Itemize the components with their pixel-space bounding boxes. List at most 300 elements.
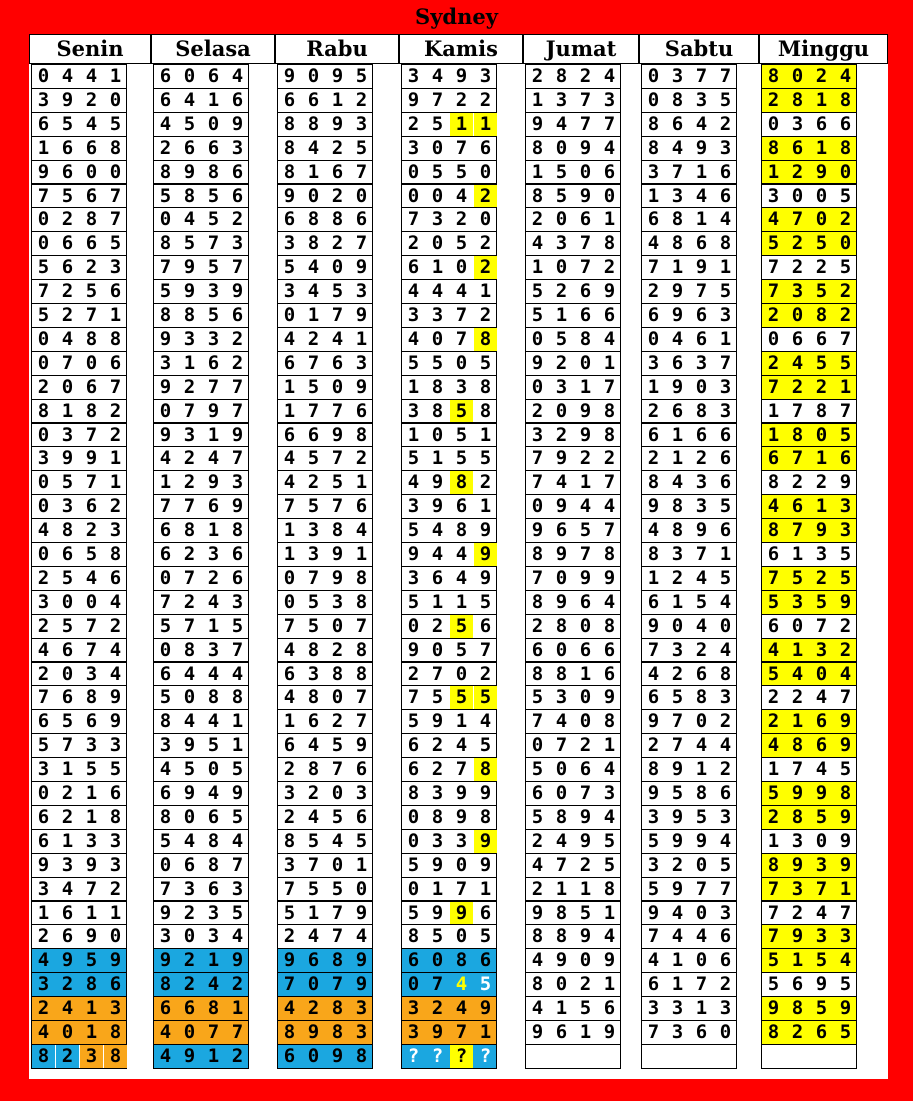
result-digit: 0: [555, 758, 568, 781]
result-digit: 8: [531, 136, 544, 159]
result-cell: [641, 351, 737, 376]
result-digit: 1: [767, 758, 780, 781]
result-cell: [277, 160, 373, 185]
result-digit: 6: [109, 566, 122, 589]
result-digit: 1: [479, 495, 492, 518]
result-digit: 9: [183, 782, 196, 804]
result-cell: [761, 399, 857, 424]
result-digit: 3: [231, 136, 244, 159]
result-digit: 7: [579, 232, 592, 255]
result-cell: [277, 614, 373, 639]
result-digit: 6: [671, 399, 684, 422]
result-cell: [641, 303, 737, 328]
result-cell: [31, 279, 127, 304]
result-digit: 8: [671, 88, 684, 111]
result-digit: 5: [407, 710, 420, 733]
result-cell: [761, 948, 857, 973]
result-digit: 2: [671, 566, 684, 589]
result-digit: 0: [307, 1044, 320, 1067]
result-cell: [153, 1044, 249, 1069]
result-digit: 2: [555, 423, 568, 446]
result-digit: 7: [603, 375, 616, 398]
result-digit: 3: [815, 853, 828, 876]
result-digit: 6: [791, 495, 804, 518]
result-cell: [761, 614, 857, 639]
result-cell: [641, 805, 737, 830]
result-cell: [153, 375, 249, 400]
result-cell: [525, 255, 621, 280]
result-digit: 5: [207, 734, 220, 757]
result-digit: 6: [719, 782, 732, 804]
result-digit: 3: [231, 232, 244, 255]
result-digit: 6: [647, 686, 660, 709]
result-cell: [401, 805, 497, 830]
result-digit: 0: [183, 925, 196, 948]
result-digit: 2: [455, 208, 468, 231]
result-digit: 2: [85, 88, 98, 111]
result-cell: [31, 805, 127, 830]
result-digit: 8: [355, 638, 368, 661]
result-digit: 0: [407, 877, 420, 900]
result-digit: 8: [207, 829, 220, 852]
result-digit: 5: [183, 758, 196, 781]
result-digit: 9: [431, 710, 444, 733]
result-digit: 4: [283, 447, 296, 470]
result-digit: 1: [109, 304, 122, 326]
result-digit: 6: [159, 782, 172, 804]
result-cell: [277, 781, 373, 806]
result-digit: 8: [159, 710, 172, 733]
result-cell: [31, 542, 127, 567]
result-cell: [761, 303, 857, 328]
result-digit: 0: [579, 160, 592, 183]
result-digit: 0: [407, 184, 420, 207]
result-digit: 8: [159, 304, 172, 326]
result-cell: [31, 1044, 127, 1069]
result-digit: 4: [231, 829, 244, 852]
result-digit: 8: [647, 543, 660, 565]
result-digit: 8: [231, 686, 244, 709]
result-digit: 3: [331, 590, 344, 613]
result-digit: 0: [455, 925, 468, 948]
result-digit: 0: [183, 1021, 196, 1043]
result-digit: 3: [183, 327, 196, 350]
result-digit: 1: [355, 327, 368, 350]
result-digit: 1: [671, 423, 684, 446]
result-digit: 4: [455, 973, 468, 996]
result-digit: 8: [479, 399, 492, 422]
result-digit: 2: [531, 614, 544, 637]
result-digit: 5: [767, 232, 780, 255]
result-digit: 1: [85, 1021, 98, 1043]
result-digit: 2: [579, 853, 592, 876]
result-digit: 5: [767, 949, 780, 972]
result-digit: 6: [355, 399, 368, 422]
result-cell: [641, 160, 737, 185]
result-cell: [401, 136, 497, 161]
result-digit: 7: [231, 447, 244, 470]
result-cell: [153, 255, 249, 280]
result-digit: 9: [183, 256, 196, 279]
result-digit: 5: [695, 805, 708, 828]
result-digit: 1: [109, 447, 122, 470]
result-cell: [153, 972, 249, 997]
result-cell: [153, 805, 249, 830]
result-digit: 9: [531, 351, 544, 374]
result-digit: 0: [85, 160, 98, 183]
result-digit: 5: [307, 495, 320, 518]
result-cell: [641, 470, 737, 495]
result-cell: [761, 255, 857, 280]
result-digit: 0: [283, 304, 296, 326]
result-digit: 8: [207, 686, 220, 709]
result-cell: [761, 542, 857, 567]
result-cell: [153, 781, 249, 806]
result-digit: 5: [283, 256, 296, 279]
result-digit: 4: [719, 590, 732, 613]
result-digit: 2: [839, 208, 852, 231]
result-digit: 0: [579, 686, 592, 709]
result-digit: 3: [207, 543, 220, 565]
result-digit: 9: [647, 614, 660, 637]
result-digit: 1: [85, 805, 98, 828]
result-cell: [761, 494, 857, 519]
result-cell: [153, 590, 249, 615]
result-digit: 9: [455, 65, 468, 87]
result-digit: 8: [603, 710, 616, 733]
result-digit: 6: [579, 590, 592, 613]
result-digit: 5: [61, 184, 74, 207]
result-digit: 4: [671, 901, 684, 924]
result-cell: [525, 184, 621, 209]
result-cell: [761, 327, 857, 352]
result-digit: 5: [531, 686, 544, 709]
result-digit: 6: [479, 614, 492, 637]
result-cell: [525, 64, 621, 89]
result-digit: 3: [355, 280, 368, 303]
result-digit: 1: [791, 949, 804, 972]
result-digit: 1: [159, 471, 172, 494]
result-cell: [525, 948, 621, 973]
result-digit: 0: [307, 184, 320, 207]
result-cell: [31, 662, 127, 687]
result-digit: 0: [579, 351, 592, 374]
result-digit: 9: [671, 805, 684, 828]
result-digit: 2: [37, 566, 50, 589]
result-digit: 2: [579, 447, 592, 470]
result-digit: 6: [695, 662, 708, 685]
result-digit: 9: [579, 829, 592, 852]
result-cell: [277, 446, 373, 471]
result-digit: 0: [455, 256, 468, 279]
result-digit: 6: [719, 471, 732, 494]
result-digit: 3: [61, 495, 74, 518]
result-digit: 5: [207, 304, 220, 326]
result-digit: 9: [207, 399, 220, 422]
result-digit: 1: [37, 901, 50, 924]
result-digit: 4: [37, 1021, 50, 1043]
result-cell: [153, 88, 249, 113]
result-digit: 6: [37, 710, 50, 733]
result-digit: 7: [331, 973, 344, 996]
result-digit: 9: [671, 280, 684, 303]
result-digit: 2: [331, 136, 344, 159]
result-digit: 3: [671, 638, 684, 661]
result-cell: [761, 877, 857, 902]
result-digit: 2: [431, 758, 444, 781]
result-cell: [153, 184, 249, 209]
result-cell: [401, 853, 497, 878]
result-cell: [31, 877, 127, 902]
result-digit: 6: [85, 136, 98, 159]
result-digit: 6: [109, 973, 122, 996]
result-digit: 6: [647, 304, 660, 326]
result-digit: 5: [109, 758, 122, 781]
result-cell: [401, 470, 497, 495]
result-digit: 9: [331, 423, 344, 446]
result-cell: [641, 184, 737, 209]
result-digit: 8: [815, 399, 828, 422]
result-cell: [641, 853, 737, 878]
result-digit: 1: [231, 710, 244, 733]
result-digit: 9: [603, 686, 616, 709]
result-digit: 9: [531, 112, 544, 135]
result-cell: [277, 303, 373, 328]
result-digit: 8: [671, 208, 684, 231]
result-cell: [761, 924, 857, 949]
result-digit: 1: [719, 327, 732, 350]
result-digit: 0: [159, 853, 172, 876]
result-cell: [31, 327, 127, 352]
result-digit: 3: [647, 997, 660, 1020]
result-digit: 4: [183, 829, 196, 852]
result-digit: 6: [331, 351, 344, 374]
result-cell: [277, 375, 373, 400]
result-digit: 4: [671, 136, 684, 159]
result-digit: 0: [283, 590, 296, 613]
result-digit: 2: [695, 638, 708, 661]
result-digit: 8: [531, 543, 544, 565]
result-digit: 4: [109, 638, 122, 661]
result-digit: 7: [579, 543, 592, 565]
result-digit: 5: [431, 925, 444, 948]
result-digit: 9: [183, 280, 196, 303]
result-digit: 9: [671, 758, 684, 781]
result-cell: [277, 494, 373, 519]
result-digit: 9: [109, 686, 122, 709]
result-cell: [401, 829, 497, 854]
result-digit: 0: [183, 686, 196, 709]
result-digit: 1: [61, 399, 74, 422]
result-digit: 8: [431, 375, 444, 398]
result-digit: 5: [455, 160, 468, 183]
result-digit: 9: [431, 1021, 444, 1043]
result-digit: 7: [355, 614, 368, 637]
column-header-kamis: Kamis: [399, 34, 523, 64]
result-digit: 0: [407, 160, 420, 183]
result-digit: 5: [331, 805, 344, 828]
result-digit: 4: [555, 471, 568, 494]
result-cell: [761, 590, 857, 615]
result-digit: 4: [159, 447, 172, 470]
result-cell: [641, 948, 737, 973]
result-cell: [153, 901, 249, 926]
result-cell: [401, 399, 497, 424]
page-title: Sydney: [415, 4, 498, 29]
result-digit: 1: [85, 901, 98, 924]
result-digit: 9: [37, 853, 50, 876]
result-digit: 4: [455, 734, 468, 757]
result-digit: 5: [479, 351, 492, 374]
result-digit: 3: [603, 88, 616, 111]
result-digit: 5: [159, 280, 172, 303]
result-cell: [153, 614, 249, 639]
result-cell: [401, 566, 497, 591]
result-digit: 6: [331, 160, 344, 183]
result-digit: 9: [331, 543, 344, 565]
result-digit: 0: [815, 208, 828, 231]
result-digit: 2: [719, 710, 732, 733]
result-digit: 2: [61, 208, 74, 231]
result-digit: 7: [767, 280, 780, 303]
result-digit: 4: [647, 662, 660, 685]
result-digit: 7: [61, 351, 74, 374]
result-digit: 8: [109, 327, 122, 350]
result-digit: 0: [431, 949, 444, 972]
result-digit: 2: [767, 805, 780, 828]
result-cell: [525, 399, 621, 424]
result-digit: 6: [647, 208, 660, 231]
result-digit: 8: [109, 805, 122, 828]
result-digit: 4: [815, 686, 828, 709]
result-digit: 2: [695, 447, 708, 470]
result-cell: [31, 136, 127, 161]
result-digit: 2: [791, 471, 804, 494]
result-digit: 9: [839, 805, 852, 828]
result-digit: 0: [331, 614, 344, 637]
result-digit: 7: [109, 375, 122, 398]
result-digit: 5: [479, 973, 492, 996]
result-digit: 9: [603, 1021, 616, 1043]
result-cell: [153, 996, 249, 1021]
result-digit: 9: [603, 949, 616, 972]
result-digit: 8: [531, 973, 544, 996]
result-digit: 8: [159, 805, 172, 828]
result-digit: 7: [695, 65, 708, 87]
result-digit: 9: [603, 280, 616, 303]
result-digit: 2: [331, 232, 344, 255]
result-digit: 5: [355, 829, 368, 852]
result-digit: 9: [355, 375, 368, 398]
result-digit: 4: [159, 1021, 172, 1043]
result-digit: 4: [307, 925, 320, 948]
result-digit: 6: [767, 447, 780, 470]
result-digit: 0: [331, 853, 344, 876]
result-digit: 6: [555, 1021, 568, 1043]
result-digit: 5: [555, 184, 568, 207]
result-digit: 2: [791, 375, 804, 398]
result-digit: 8: [85, 686, 98, 709]
result-digit: 5: [579, 997, 592, 1020]
result-digit: 9: [671, 304, 684, 326]
result-cell: [31, 518, 127, 543]
result-digit: 4: [815, 758, 828, 781]
result-cell: [641, 279, 737, 304]
result-digit: 1: [579, 877, 592, 900]
result-cell: [525, 757, 621, 782]
result-digit: 7: [183, 495, 196, 518]
result-digit: 5: [647, 877, 660, 900]
result-digit: 1: [431, 877, 444, 900]
result-cell: [153, 877, 249, 902]
result-cell: [153, 231, 249, 256]
result-digit: 7: [839, 327, 852, 350]
result-digit: 5: [815, 590, 828, 613]
result-digit: 2: [283, 925, 296, 948]
result-digit: 8: [355, 662, 368, 685]
result-digit: 2: [474, 256, 497, 279]
result-cell: [31, 996, 127, 1021]
result-cell: [153, 709, 249, 734]
result-digit: 5: [531, 805, 544, 828]
result-digit: 8: [355, 423, 368, 446]
result-digit: 3: [695, 88, 708, 111]
result-digit: 3: [719, 686, 732, 709]
result-cell: [761, 446, 857, 471]
result-cell: [761, 662, 857, 687]
result-digit: 5: [815, 805, 828, 828]
result-digit: 5: [719, 88, 732, 111]
result-digit: 0: [647, 327, 660, 350]
result-digit: 2: [479, 304, 492, 326]
result-cell: [641, 494, 737, 519]
result-digit: 3: [407, 495, 420, 518]
result-digit: 7: [159, 495, 172, 518]
result-digit: 8: [450, 471, 473, 494]
result-digit: 2: [109, 614, 122, 637]
result-digit: 6: [283, 88, 296, 111]
result-cell: [761, 136, 857, 161]
result-digit: 4: [579, 495, 592, 518]
result-digit: 4: [555, 112, 568, 135]
result-digit: 8: [431, 805, 444, 828]
result-digit: 3: [355, 997, 368, 1020]
result-digit: 7: [839, 399, 852, 422]
result-digit: 0: [695, 375, 708, 398]
result-digit: 6: [307, 423, 320, 446]
result-digit: 8: [479, 805, 492, 828]
result-cell: [641, 327, 737, 352]
result-digit: 2: [555, 351, 568, 374]
result-digit: 9: [355, 304, 368, 326]
result-digit: 2: [579, 65, 592, 87]
result-digit: 8: [603, 423, 616, 446]
result-digit: 5: [37, 734, 50, 757]
result-digit: 3: [407, 566, 420, 589]
result-digit: 5: [109, 112, 122, 135]
result-digit: 0: [355, 184, 368, 207]
result-cell: [641, 781, 737, 806]
result-digit: 5: [671, 782, 684, 804]
result-digit: 7: [183, 399, 196, 422]
result-digit: 2: [815, 471, 828, 494]
result-digit: 0: [331, 256, 344, 279]
result-digit: 6: [61, 925, 74, 948]
result-digit: 1: [479, 1021, 492, 1043]
result-digit: 2: [61, 805, 74, 828]
result-digit: 5: [407, 447, 420, 470]
result-digit: 0: [767, 112, 780, 135]
